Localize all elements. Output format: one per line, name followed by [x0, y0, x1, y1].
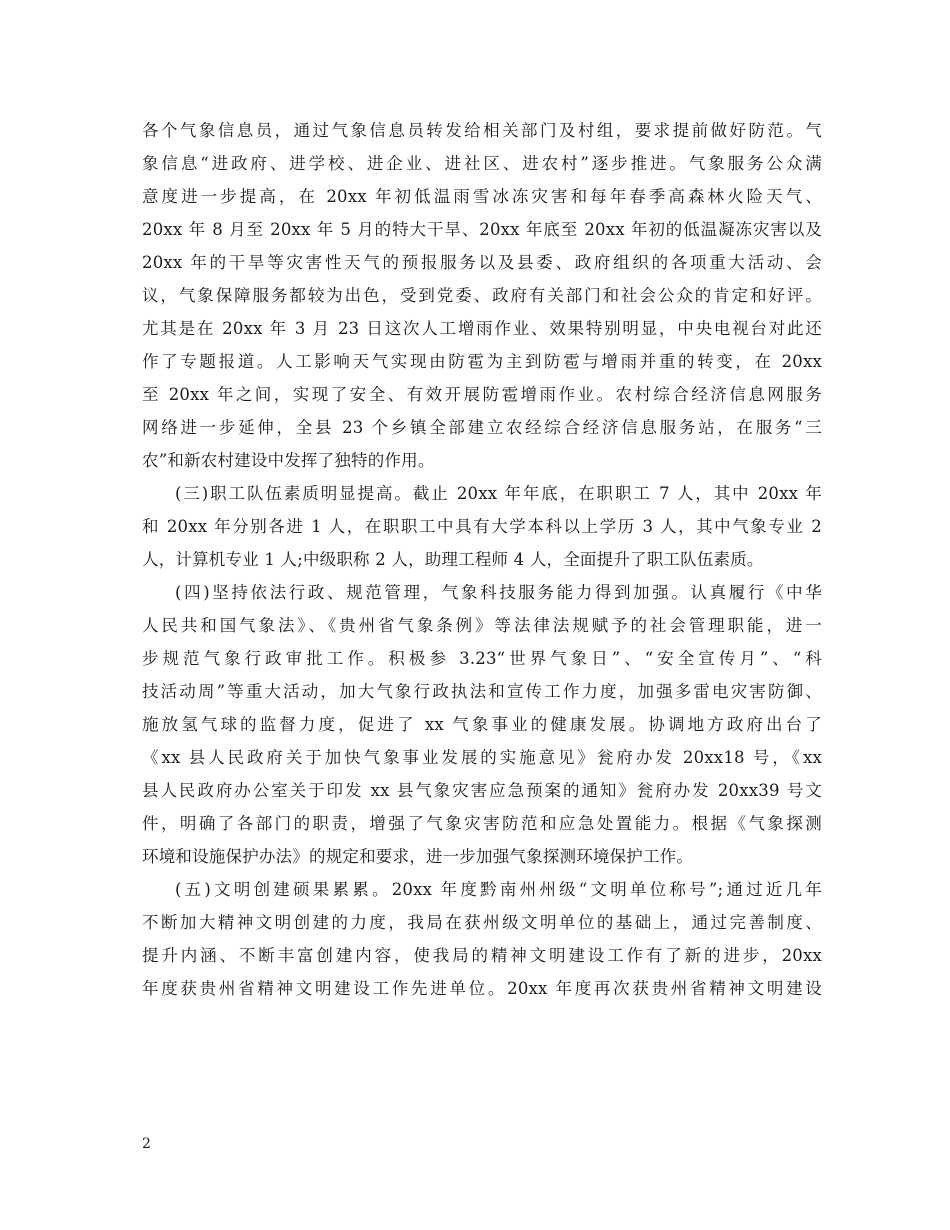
page-number: 2	[142, 1136, 151, 1152]
text-line: 各个气象信息员，通过气象信息员转发给相关部门及村组，要求提前做好防范。气	[142, 121, 822, 140]
text-line: 《xx 县人民政府关于加快气象事业发展的实施意见》瓮府办发 20xx18 号，《xx	[142, 748, 822, 767]
text-line: 施放氢气球的监督力度，促进了 xx 气象事业的健康发展。协调地方政府出台了	[142, 715, 822, 734]
text-line: 件，明确了各部门的职责，增强了气象灾害防范和应急处置能力。根据《气象探测	[142, 814, 822, 833]
text-line: 提升内涵、不断丰富创建内容，使我局的精神文明建设工作有了新的进步，20xx	[142, 946, 822, 965]
paragraph-heading-5: (五)文明创建硕果累累。20xx 年度黔南州州级“文明单位称号”;通过近几年	[175, 880, 822, 899]
paragraph-heading-3: (三)职工队伍素质明显提高。截止 20xx 年年底，在职职工 7 人，其中 20xx 年	[175, 484, 822, 503]
text-line: 县人民政府办公室关于印发 xx 县气象灾害应急预案的通知》瓮府办发 20xx39 号文	[142, 781, 822, 800]
text-line: 农”和新农村建设中发挥了独特的作用。	[142, 451, 435, 470]
text-line: 人，计算机专业 1 人;中级职称 2 人，助理工程师 4 人，全面提升了职工队伍素质。	[142, 550, 764, 569]
text-line: 尤其是在 20xx 年 3 月 23 日这次人工增雨作业、效果特别明显，中央电视台对此还	[142, 319, 822, 338]
text-line: 象信息“进政府、进学校、进企业、进社区、进农村”逐步推进。气象服务公众满	[142, 154, 822, 173]
text-line: 作了专题报道。人工影响天气实现由防雹为主到防雹与增雨并重的转变，在 20xx	[142, 352, 822, 371]
text-line: 20xx 年的干旱等灾害性天气的预报服务以及县委、政府组织的各项重大活动、会	[142, 253, 822, 272]
body-text	[142, 114, 822, 1005]
text-line: 议，气象保障服务都较为出色，受到党委、政府有关部门和社会公众的肯定和好评。	[142, 286, 822, 305]
text-line: 年度获贵州省精神文明建设工作先进单位。20xx 年度再次获贵州省精神文明建设	[142, 979, 822, 998]
text-line: 不断加大精神文明创建的力度，我局在获州级文明单位的基础上，通过完善制度、	[142, 913, 822, 932]
text-line: 环境和设施保护办法》的规定和要求，进一步加强气象探测环境保护工作。	[142, 847, 694, 866]
text-line: 人民共和国气象法》、《贵州省气象条例》等法律法规赋予的社会管理职能，进一	[142, 616, 822, 635]
text-line: 和 20xx 年分别各进 1 人，在职职工中具有大学本科以上学历 3 人，其中气象专业 2	[142, 517, 822, 536]
text-line: 技活动周”等重大活动，加大气象行政执法和宣传工作力度，加强多雷电灾害防御、	[142, 682, 822, 701]
paragraph-heading-4: (四)坚持依法行政、规范管理，气象科技服务能力得到加强。认真履行《中华	[175, 583, 822, 602]
text-line: 20xx 年 8 月至 20xx 年 5 月的特大干旱、20xx 年底至 20xx 年初的低温凝冻灾害以及	[142, 220, 822, 239]
text-line: 至 20xx 年之间，实现了安全、有效开展防雹增雨作业。农村综合经济信息网服务	[142, 385, 822, 404]
text-line: 步规范气象行政审批工作。积极参 3.23“世界气象日”、“安全宣传月”、“科	[142, 649, 822, 668]
text-line: 网络进一步延伸，全县 23 个乡镇全部建立农经综合经济信息服务站，在服务“三	[142, 418, 822, 437]
text-line: 意度进一步提高，在 20xx 年初低温雨雪冰冻灾害和每年春季高森林火险天气、	[142, 187, 822, 206]
